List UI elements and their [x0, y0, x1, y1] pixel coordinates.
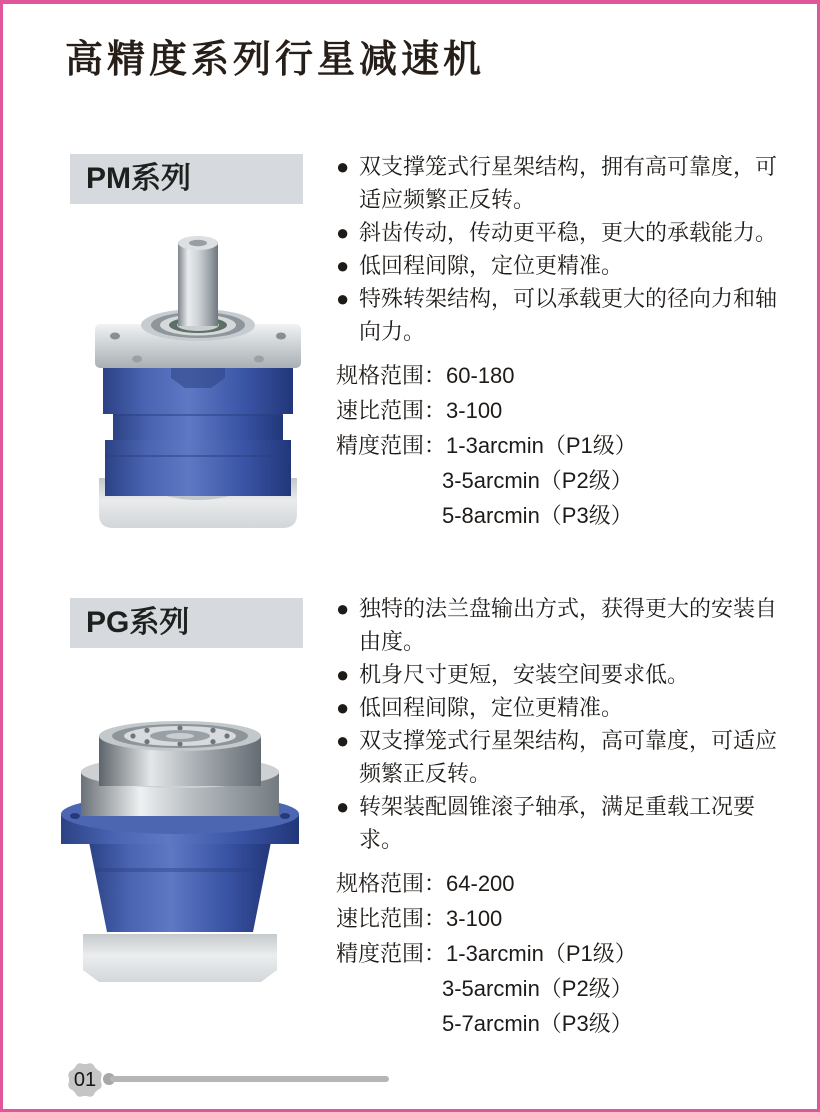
- feature-text: 机身尺寸更短，安装空间要求低。: [359, 662, 690, 687]
- bullet-icon: ●: [336, 662, 350, 687]
- spec-row: [336, 359, 798, 392]
- spec-label: 精度范围：: [336, 433, 447, 458]
- feature-item: [336, 216, 798, 249]
- spec-label: [336, 1007, 442, 1040]
- spec-row: [336, 429, 798, 462]
- feature-item: [336, 658, 798, 691]
- pg-gearbox-photo: [55, 694, 335, 989]
- feature-text: 斜齿传动，传动更平稳，更大的承载能力。: [359, 220, 778, 245]
- pm-info-column: [336, 150, 798, 534]
- bullet-icon: ●: [336, 220, 350, 245]
- feature-item: [336, 790, 798, 856]
- spec-value: 3-5arcmin（P2级）: [442, 976, 633, 1001]
- feature-item: [336, 282, 798, 348]
- feature-text: 双支撑笼式行星架结构，拥有高可靠度，可适应频繁正反转。: [359, 154, 778, 212]
- bullet-icon: ●: [336, 596, 350, 621]
- bullet-icon: ●: [336, 695, 350, 720]
- spec-value: 3-100: [446, 906, 503, 931]
- bullet-icon: ●: [336, 154, 350, 179]
- spec-row: [336, 1007, 798, 1040]
- pg-gearbox-illustration: [55, 694, 335, 984]
- spec-row: [336, 867, 798, 900]
- spec-row: [336, 937, 798, 970]
- spec-label: 精度范围：: [336, 941, 447, 966]
- feature-item: [336, 724, 798, 790]
- spec-row: [336, 972, 798, 1005]
- series-header-pg: [70, 598, 303, 648]
- bullet-icon: ●: [336, 286, 350, 311]
- spec-value: 1-3arcmin（P1级）: [446, 433, 637, 458]
- spec-value: 1-3arcmin（P1级）: [446, 941, 637, 966]
- spec-row: [336, 394, 798, 427]
- spec-label: 规格范围：: [336, 363, 447, 388]
- pm-feature-list: [336, 150, 798, 348]
- feature-text: 双支撑笼式行星架结构，高可靠度，可适应频繁正反转。: [359, 728, 778, 786]
- pg-feature-list: [336, 592, 798, 856]
- feature-text: 特殊转架结构，可以承载更大的径向力和轴向力。: [359, 286, 778, 344]
- bullet-icon: ●: [336, 728, 350, 753]
- feature-item: [336, 691, 798, 724]
- series-header-pm: [70, 154, 303, 204]
- feature-text: 转架装配圆锥滚子轴承，满足重载工况要求。: [359, 794, 756, 852]
- spec-row: [336, 464, 798, 497]
- spec-label: 速比范围：: [336, 906, 447, 931]
- page-title: 高精度系列行星减速机: [65, 39, 486, 81]
- bullet-icon: ●: [336, 794, 350, 819]
- series-header-pm-label: PM系列: [86, 162, 191, 195]
- spec-value: 60-180: [446, 363, 515, 388]
- pg-spec-list: [336, 867, 798, 1040]
- spec-label: [336, 464, 442, 497]
- feature-text: 低回程间隙，定位更精准。: [359, 253, 624, 278]
- pm-gearbox-photo: [75, 226, 325, 541]
- spec-value: 5-7arcmin（P3级）: [442, 1011, 633, 1036]
- page-number-gear: [61, 1056, 109, 1104]
- pg-info-column: [336, 592, 798, 1042]
- series-header-pg-label: PG系列: [86, 606, 190, 639]
- spec-label: 速比范围：: [336, 398, 447, 423]
- spec-value: 64-200: [446, 871, 515, 896]
- spec-row: [336, 902, 798, 935]
- spec-label: [336, 499, 442, 532]
- pm-gearbox-illustration: [75, 226, 325, 536]
- feature-text: 独特的法兰盘输出方式，获得更大的安装自由度。: [359, 596, 778, 654]
- feature-text: 低回程间隙，定位更精准。: [359, 695, 624, 720]
- feature-item: [336, 249, 798, 282]
- bullet-icon: ●: [336, 253, 350, 278]
- spec-label: [336, 972, 442, 1005]
- spec-label: 规格范围：: [336, 871, 447, 896]
- spec-value: 5-8arcmin（P3级）: [442, 503, 633, 528]
- spec-value: 3-100: [446, 398, 503, 423]
- footer-divider-line: [110, 1076, 389, 1082]
- spec-row: [336, 499, 798, 532]
- spec-value: 3-5arcmin（P2级）: [442, 468, 633, 493]
- feature-item: [336, 150, 798, 216]
- page-number: 01: [73, 1069, 97, 1091]
- pm-spec-list: [336, 359, 798, 532]
- feature-item: [336, 592, 798, 658]
